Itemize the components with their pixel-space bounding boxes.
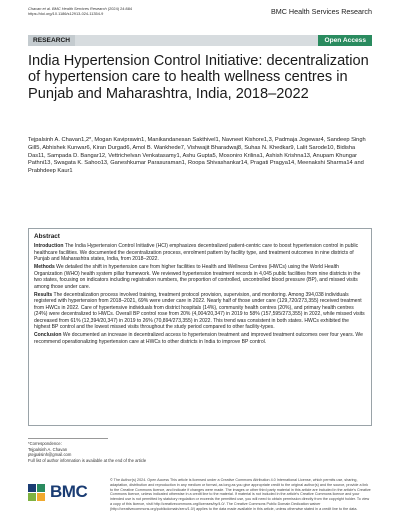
article-title: India Hypertension Control Initiative: decentralization of hypertension care to health wellness centres in Punjab and Maharashtra, India, 2018–2022 [28,53,369,102]
bmc-wordmark: BMC [50,482,88,501]
methods-label: Methods [34,264,55,271]
author-list: Tejpalsinh A. Chavan1,2*, Mogan Kaviprawin1, Manikandanesan Sakthivel1, Navneet Kishore1,3, Padmaja Jogewar4, Sandeep Singh Gill5, Abhishek Kunwar6, Kiran Durgad6, Amol B. Wankhede7, Vishwajit Bharadwaj8, Suhas N. Khedkar9, Lalit Sarode10, Bidisha Das11, Sampada D. Bangar12, Vettrichelvan Venkatasamy1, Ashu Gupta5, Mosoniro Krilina1, Ashish Krishna13, Anupam Khungar Pathni13, Swagata K. Sahoo13, Ganeshkumar Parasuraman1, Roopa Shivashankar14, Pragati Pragya14, Meenakshi Sharma14 and Prabhdeep Kaur1 [28,137,366,175]
correspondence-note: Full list of author information is available at the end of the article [28,457,147,463]
correspondence-block [28,441,188,463]
correspondence-name: Tejpalsinh A. Chavan [28,446,68,452]
section-label: RESEARCH [28,35,75,46]
correspondence-divider [28,438,108,439]
abstract-conclusion [34,332,366,345]
cite-authors: Chavan et al. BMC Health Services Research [28,6,107,11]
logo-square-orange [37,493,45,501]
results-text: The decentralization process involved training, treatment protocol provision, supervision, and monitoring. Among 394,038 individuals registered with hypertension from 2018–2021, 69% were under care in 2022. Nearly half of those under care (129,720/273,355) received treatment from HWCs in 2022. Care of hypertensive individuals from district hospitals (14%), community health centres (20%), and primary health centres (24%) were decentralized to HWCs. Overall BP control rose from 20% (4,004/20,347) in 2019 to 58% (157,595/273,355) in 2022, while missed visits decreased from 61% (12,394/20,347) in 2019 to 26% (70,894/273,355) in 2022. This trend was consistent in both states. HWCs exhibited the highest BP control and the lowest missed visits throughout the study period compared to other facility-types. [34,291,365,331]
conclusion-text: We documented an increase in decentralized access to hypertension treatment and improved treatment outcomes over four years. We recommend operationalizing hypertension care at HWCs to other districts in India to improve BP control. [34,332,363,345]
conclusion-label: Conclusion [34,332,62,339]
introduction-text: The India Hypertension Control Initiative (HCI) emphasizes decentralized patient-centric care to boost hypertension control in public healthcare facilities. We documented the decentralization process, enrolment pattern by facility type, and treatment outcomes in nine districts of Punjab and Maharashtra states, India, from 2018–2022. [34,243,359,263]
introduction-label: Introduction [34,243,64,249]
article-type-band [28,35,372,46]
journal-name: BMC Health Services Research [270,7,372,16]
logo-square-lightgreen [28,493,36,501]
cite-details: (2024) 24:884 [107,6,133,11]
correspondence-label: *Correspondence: [28,441,62,446]
abstract-heading: Abstract [34,233,60,240]
abstract-methods [34,264,366,290]
abstract-introduction [34,243,366,263]
correspondence-email[interactable]: ptejpalsinh@gmail.com [28,452,72,457]
logo-square-green [37,484,45,492]
license-text: © The Author(s) 2024. Open Access This article is licensed under a Creative Commons Attribution 4.0 International License, which permits use, sharing, adaptation, distribution and reproduction in any medium or format, as long as you give appropriate credit to the original author(s) and the source, provide a link to the Creative Commons licence, and indicate if changes were made. The images or other third party material in this article are included in the article's Creative Commons licence, unless indicated otherwise in a credit line to the material. If material is not included in the article's Creative Commons licence and your intended use is not permitted by statutory regulation or exceeds the permitted use, you will need to obtain permission directly from the copyright holder. To view a copy of this licence, visit http://creativecommons.org/licenses/by/4.0/. The Creative Commons Public Domain Dedication waiver (http://creativecommons.org/publicdomain/zero/1.0/) applies to the data made available in this article, unless otherwise stated in a credit line to the data. [110,478,371,511]
page-footer [28,478,372,522]
logo-square-blue [28,484,36,492]
open-access-badge: Open Access [318,35,372,46]
results-label: Results [34,291,53,298]
page-header [28,6,372,17]
methods-text: We detailed the shift in hypertension care from higher facilities to Health and Wellness Centres (HWCs) using the World Health Organization (WHO) health system pillar framework. We reviewed hypertension treatment records in 4,045 public facilities from nine districts in the two states, focusing on indicators including registration numbers, the proportion of controlled, uncontrolled blood pressure (BP), and missed visits among those under care. [34,264,361,290]
doi-link[interactable]: https://doi.org/10.1186/s12913-024-11354-9 [28,11,104,17]
abstract-box [28,228,372,426]
abstract-results [34,292,366,331]
